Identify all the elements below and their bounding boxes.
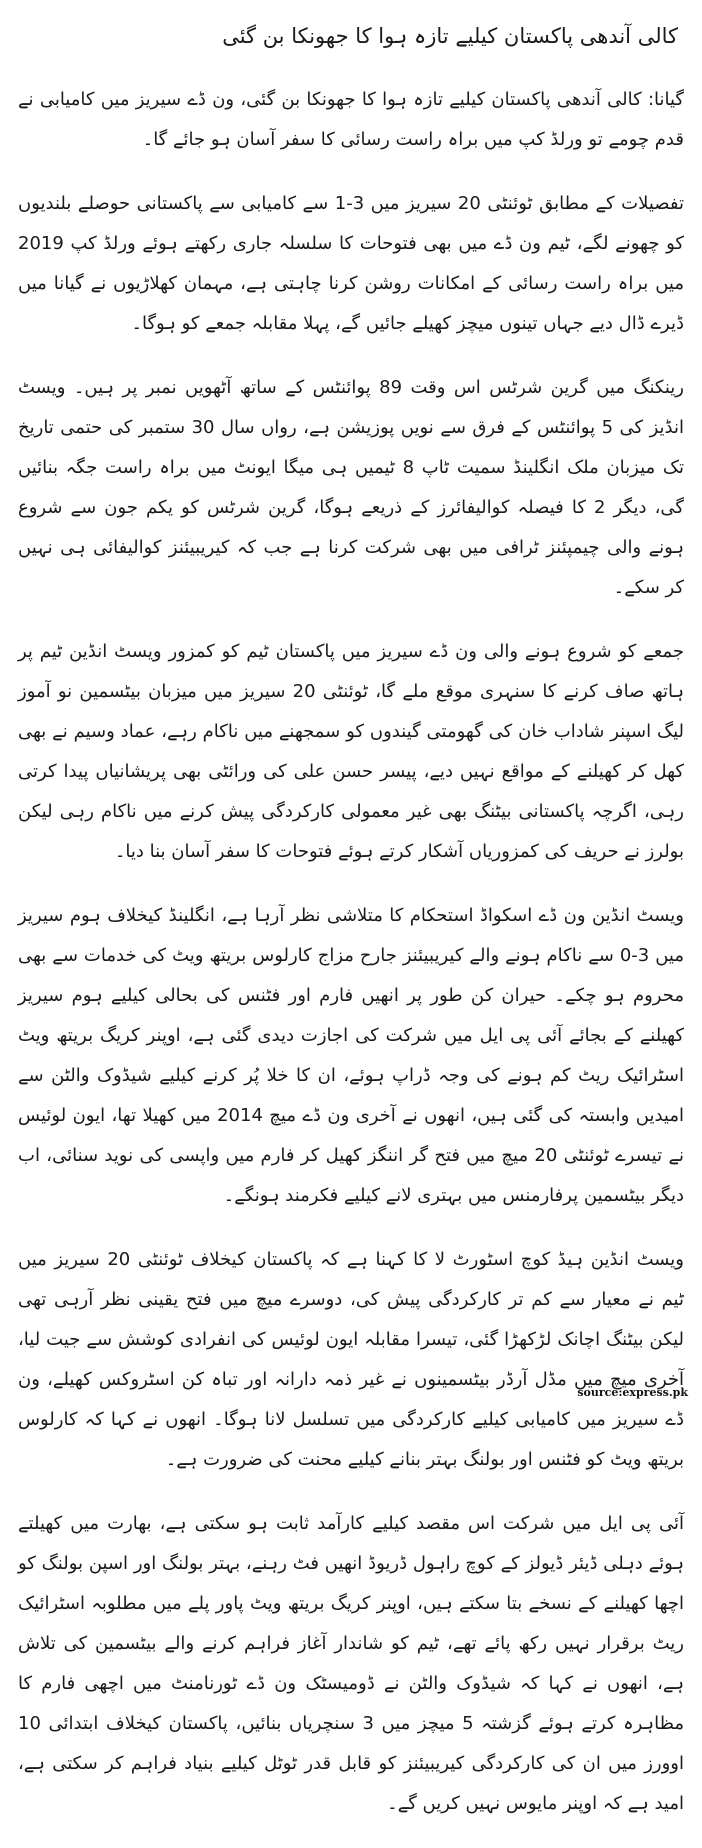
article-paragraph-6: ویسٹ انڈین ہیڈ کوچ اسٹورٹ لا کا کہنا ہے کہ پاکستان کیخلاف ٹوئنٹی 20 سیریز میں ٹیم نے معیار سے کم تر کارکردگی پیش کی، دوسرے میچ میں فتح یقینی نظر آرہی تھی لیکن بیٹنگ اچانک لڑکھڑا گئی، تیسرا مقابلہ ایون لوئیس کی انفرادی کوشش سے جیت لیا، آخری میچ میں مڈل آرڈر بیٹسمینوں نے غیر ذمہ دارانہ اور تباہ کن اسٹروکس کھیلے، ون ڈے سیریز میں کامیابی کیلیے کارکردگی میں تسلسل لانا ہوگا۔ انھوں نے کہا کہ کارلوس بریتھ ویٹ کو فٹنس اور بولنگ بہتر بنانے کیلیے محنت کی ضرورت ہے۔	[18, 1249, 685, 1470]
source-credit: source:express.pk	[577, 1386, 688, 1399]
article-paragraph-7: آئی پی ایل میں شرکت اس مقصد کیلیے کارآمد ثابت ہو سکتی ہے، بھارت میں کھیلتے ہوئے دہلی ڈیئر ڈیولز کے کوچ راہول ڈریوڈ انھیں فٹ رہنے، بہتر بولنگ اور اسپن بولنگ کو اچھا کھیلنے کے نسخے بتا سکتے ہیں، اوپنر کریگ بریتھ ویٹ پاور پلے میں مطلوبہ اسٹرائیک ریٹ برقرار نہیں رکھ پائے تھے، ٹیم کو شاندار آغاز فراہم کرنے والے بیٹسمین کی تلاش ہے، انھوں نے کہا کہ شیڈوک والٹن نے ڈومیسٹک ون ڈے ٹورنامنٹ میں اچھی فارم کا مظاہرہ کرتے ہوئے گزشتہ 5 میچز میں 3 سنچریاں بنائیں، پاکستان کیخلاف ابتدائی 10 اوورز میں ان کی کارکردگی کیریبیئنز کو قابل قدر ٹوٹل کیلیے بنیاد فراہم کر سکتی ہے، امید ہے کہ اوپنر مایوس نہیں کریں گے۔	[18, 1513, 684, 1814]
article-paragraph-4: جمعے کو شروع ہونے والی ون ڈے سیریز میں پاکستان ٹیم کو کمزور ویسٹ انڈین ٹیم پر ہاتھ صاف کرنے کا سنہری موقع ملے گا، ٹوئنٹی 20 سیریز میں میزبان بیٹسمین نو آموز لیگ اسپنر شاداب خان کی گھومتی گیندوں کو سمجھنے میں ناکام رہے، عماد وسیم نے بھی کھل کر کھیلنے کے مواقع نہیں دیے، پیسر حسن علی کی ورائٹی بھی پریشانیاں پیدا کرتی رہی، اگرچہ پاکستانی بیٹنگ بھی غیر معمولی کارکردگی پیش کرنے میں ناکام رہی لیکن بولرز نے حریف کی کمزوریاں آشکار کرتے ہوئے فتوحات کا سفر آسان بنا دیا۔	[18, 641, 684, 862]
article-headline: کالی آندھی پاکستان کیلیے تازہ ہوا کا جھونکا بن گئی	[222, 24, 678, 48]
article-paragraph-1: گیانا: کالی آندھی پاکستان کیلیے تازہ ہوا کا جھونکا بن گئی، ون ڈے سیریز میں کامیابی نے قدم چومے تو ورلڈ کپ میں براہ راست رسائی کا سفر آسان ہو جائے گا۔	[18, 89, 684, 150]
article-paragraph-2: تفصیلات کے مطابق ٹوئنٹی 20 سیریز میں 3-1 سے کامیابی سے پاکستانی حوصلے بلندیوں کو چھونے لگے، ٹیم ون ڈے میں بھی فتوحات کا سلسلہ جاری رکھتے ہوئے ورلڈ کپ 2019 میں براہ راست رسائی کے امکانات روشن کرنا چاہتی ہے، مہمان کھلاڑیوں نے گیانا میں ڈیرے ڈال دیے جہاں تینوں میچز کھیلے جائیں گے، پہلا مقابلہ جمعے کو ہوگا۔	[18, 193, 685, 334]
article-paragraph-5: ویسٹ انڈین ون ڈے اسکواڈ استحکام کا متلاشی نظر آرہا ہے، انگلینڈ کیخلاف ہوم سیریز میں 3-0 سے ناکام ہونے والے کیریبیئنز جارح مزاج کارلوس بریتھ ویٹ کی خدمات سے بھی محروم ہو چکے۔ حیران کن طور پر انھیں فارم اور فٹنس کی بحالی کیلیے ہوم سیریز کھیلنے کے بجائے آئی پی ایل میں شرکت کی اجازت دیدی گئی ہے، اوپنر کریگ بریتھ ویٹ اسٹرائیک ریٹ کم ہونے کی وجہ ڈراپ ہوئے، ان کا خلا پُر کرنے کیلیے شیڈوک والٹن سے امیدیں وابستہ کی گئی ہیں، انھوں نے آخری ون ڈے میچ 2014 میں کھیلا تھا، ایون لوئیس نے تیسرے ٹوئنٹی 20 میچ میں فتح گر اننگز کھیل کر فارم میں واپسی کی نوید سنائی، اب دیگر بیٹسمین پرفارمنس میں بہتری لانے کیلیے فکرمند ہونگے۔	[18, 905, 685, 1206]
article	[18, 20, 684, 1848]
article-paragraph-3: رینکنگ میں گرین شرٹس اس وقت 89 پوائنٹس کے ساتھ آٹھویں نمبر پر ہیں۔ ویسٹ انڈیز کی 5 پوائنٹس کے فرق سے نویں پوزیشن ہے، رواں سال 30 ستمبر کی حتمی تاریخ تک میزبان ملک انگلینڈ سمیت ٹاپ 8 ٹیمیں ہی میگا ایونٹ میں براہ راست جگہ بنائیں گی، دیگر 2 کا فیصلہ کوالیفائرز کے ذریعے ہوگا، گرین شرٹس کو یکم جون سے شروع ہونے والی چیمپئنز ٹرافی میں بھی شرکت کرنا ہے جب کہ کیریبیئنز کوالیفائی ہی نہیں کر سکے۔	[18, 377, 684, 598]
